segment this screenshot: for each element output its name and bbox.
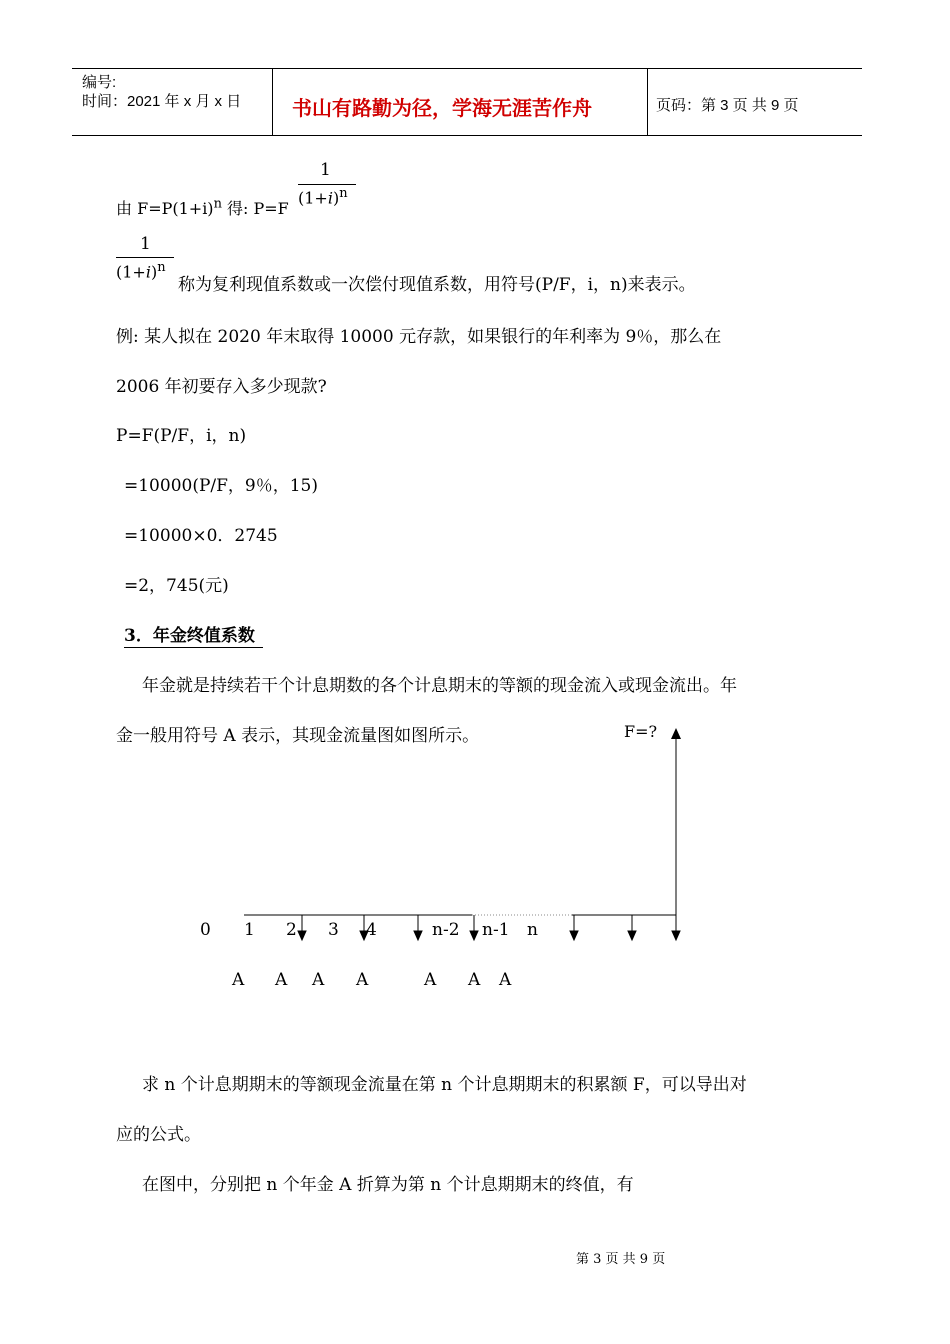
header-divider-left — [272, 68, 273, 136]
formula1-prefix: 由 F=P(1+i) — [116, 199, 214, 218]
formula2-text: 称为复利现值系数或一次偿付现值系数，用符号(P/F，i，n)来表示。 — [178, 275, 696, 295]
example-calc2: =10000(P/F，9％，15) — [124, 476, 318, 496]
tick-label: n-2 — [432, 920, 460, 940]
f-label: F=? — [624, 722, 658, 741]
tick-label: 4 — [366, 920, 377, 940]
example-line1: 例: 某人拟在 2020 年末取得 10000 元存款，如果银行的年利率为 9％，那么在 — [116, 327, 722, 347]
tick-label: n — [527, 920, 538, 940]
formula2-den-exp: n — [157, 260, 166, 275]
formula1-den-close: ) — [332, 188, 340, 208]
header-time-label: 时间：2021 年 x 月 x 日 — [82, 93, 242, 110]
header-divider-right — [647, 68, 648, 136]
formula1-den-base: (1+ — [298, 188, 328, 208]
header-code-label: 编号: — [82, 74, 117, 91]
cash-flow-diagram — [190, 715, 700, 1005]
f-arrowhead — [671, 728, 681, 739]
tick-label: n-1 — [482, 920, 510, 940]
a-label: A — [424, 970, 437, 990]
body-para2-line1: 求 n 个计息期期末的等额现金流量在第 n 个计息期期末的积累额 F，可以导出对 — [142, 1075, 747, 1095]
a-label: A — [275, 970, 288, 990]
section-heading: 3．年金终值系数 — [124, 621, 263, 648]
a-label: A — [499, 970, 512, 990]
header-bottom-border — [72, 135, 862, 136]
tick-label: 0 — [200, 920, 211, 940]
formula1-fraction-bar — [298, 184, 356, 185]
a-label: A — [312, 970, 325, 990]
body-para3: 在图中，分别把 n 个年金 A 折算为第 n 个计息期期末的终值，有 — [142, 1175, 634, 1195]
a-label: A — [232, 970, 245, 990]
footer-page-number: 第 3 页 共 9 页 — [576, 1252, 666, 1267]
formula2-denominator — [116, 260, 166, 281]
header-slogan: 书山有路勤为径，学海无涯苦作舟 — [292, 98, 592, 120]
formula1-line — [116, 196, 289, 219]
formula2-den-var: i — [145, 262, 151, 282]
formula2-numerator: 1 — [140, 234, 151, 254]
example-calc4: =2，745(元) — [124, 576, 229, 596]
section-para1-line2: 金一般用符号 A 表示，其现金流量图如图所示。 — [116, 726, 480, 746]
formula2-fraction-bar — [116, 257, 174, 258]
formula1-numerator: 1 — [320, 160, 331, 180]
example-calc3: =10000×0．2745 — [124, 526, 278, 546]
header-page-label: 页码：第 3 页 共 9 页 — [656, 97, 799, 114]
formula2-den-close: ) — [150, 262, 158, 282]
example-calc1: P=F(P/F，i，n) — [116, 426, 247, 446]
formula1-exponent: n — [213, 196, 222, 212]
a-label: A — [468, 970, 481, 990]
formula2-den-base: (1+ — [116, 262, 146, 282]
tick-label: 1 — [244, 920, 255, 940]
tick-label: 3 — [328, 920, 339, 940]
formula1-den-var: i — [327, 188, 333, 208]
body-para2-line2: 应的公式。 — [116, 1125, 201, 1145]
formula1-denominator — [298, 186, 348, 207]
formula1-den-exp: n — [339, 186, 348, 201]
tick-label: 2 — [286, 920, 297, 940]
example-line2: 2006 年初要存入多少现款? — [116, 377, 327, 397]
formula1-mid: 得: P=F — [221, 199, 289, 218]
header-top-border — [72, 68, 862, 69]
a-label: A — [356, 970, 369, 990]
section-para1-line1: 年金就是持续若干个计息期数的各个计息期末的等额的现金流入或现金流出。年 — [142, 676, 737, 696]
